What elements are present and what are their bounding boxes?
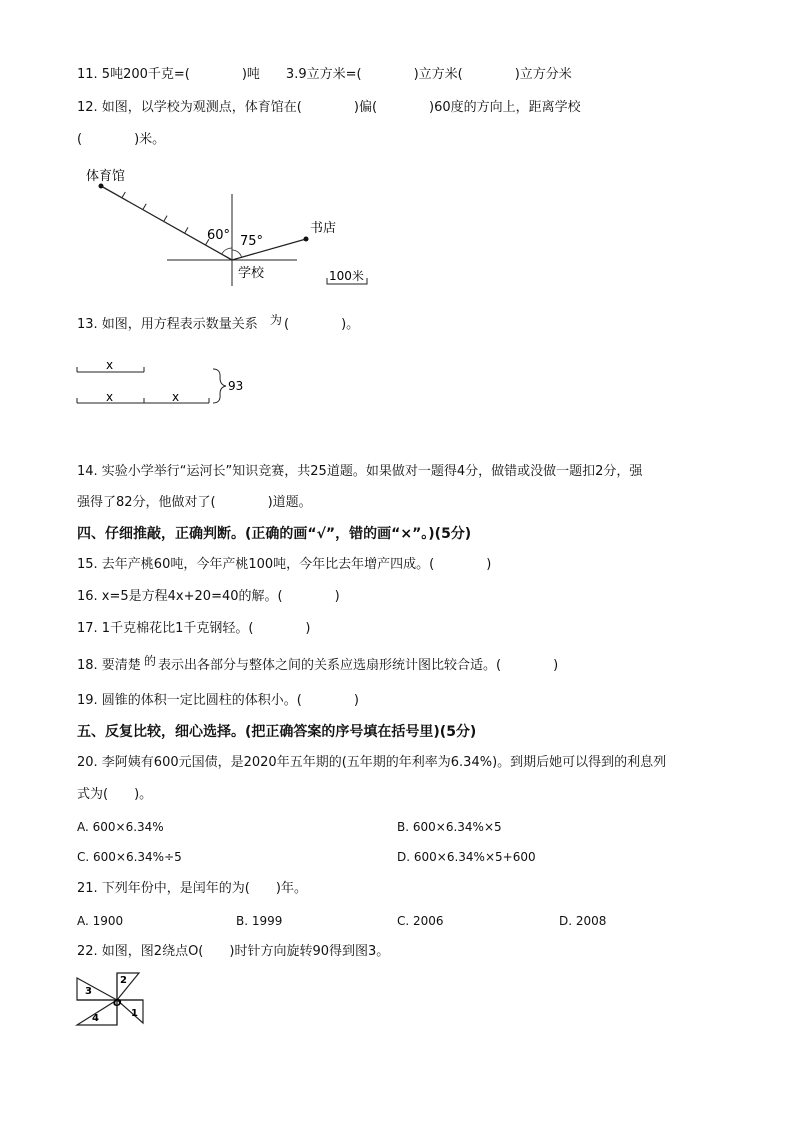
label-x-top: x	[106, 358, 114, 372]
question-12-line1: 12. 如图，以学校为观测点，体育馆在( )偏( )60度的方向上，距离学校	[77, 100, 581, 115]
q21-option-b[interactable]: B. 1999	[236, 914, 283, 928]
question-13-text: 13. 如图，用方程表示数量关系	[77, 317, 258, 332]
angle-75-label: 75°	[240, 234, 264, 249]
question-12-line2: ( )米。	[77, 132, 166, 147]
school-label: 学校	[238, 266, 265, 281]
question-13-blank: ( )。	[284, 317, 360, 332]
section-4-heading: 四、仔细推敲，正确判断。(正确的画“√”，错的画“×”。)(5分)	[77, 526, 472, 542]
question-14-line2: 强得了82分，他做对了( )道题。	[77, 495, 312, 510]
question-18-superscript: 的	[144, 654, 157, 668]
label-x-left: x	[106, 390, 114, 404]
triangle-4-label: 4	[92, 1013, 99, 1024]
q20-option-a[interactable]: A. 600×6.34%	[77, 820, 164, 834]
question-20-line2: 式为( )。	[77, 787, 153, 802]
triangle-3	[77, 978, 117, 1000]
question-11: 11. 5吨200千克=( )吨 3.9立方米=( )立方米( )立方分米	[77, 67, 572, 82]
q20-option-d[interactable]: D. 600×6.34%×5+600	[397, 850, 536, 864]
angle-60-label: 60°	[207, 228, 231, 243]
gym-label: 体育馆	[86, 169, 126, 184]
q21-option-d[interactable]: D. 2008	[559, 914, 607, 928]
question-13-superscript: 为	[270, 313, 283, 327]
triangle-3-label: 3	[85, 986, 92, 997]
bookstore-label: 书店	[310, 221, 337, 236]
label-x-right: x	[172, 390, 180, 404]
q21-option-a[interactable]: A. 1900	[77, 914, 124, 928]
question-21: 21. 下列年份中，是闰年的为( )年。	[77, 881, 307, 896]
point-o-label: O	[113, 998, 122, 1009]
question-22: 22. 如图，图2绕点O( )时针方向旋转90得到图3。	[77, 944, 390, 959]
question-16: 16. x=5是方程4x+20=40的解。( )	[77, 589, 340, 604]
q20-option-c[interactable]: C. 600×6.34%÷5	[77, 850, 182, 864]
q20-option-b[interactable]: B. 600×6.34%×5	[397, 820, 502, 834]
triangle-1-label: 1	[131, 1008, 138, 1019]
section-5-heading: 五、反复比较，细心选择。(把正确答案的序号填在括号里)(5分)	[77, 724, 477, 740]
scale-label: 100米	[329, 269, 364, 283]
question-14-line1: 14. 实验小学举行“运河长”知识竞赛，共25道题。如果做对一题得4分，做错或没做一题扣2分，强	[77, 464, 643, 479]
question-19: 19. 圆锥的体积一定比圆柱的体积小。( )	[77, 693, 359, 708]
question-15: 15. 去年产桃60吨，今年产桃100吨，今年比去年增产四成。( )	[77, 557, 492, 572]
question-17: 17. 1千克棉花比1千克钢轻。( )	[77, 621, 311, 636]
q21-option-c[interactable]: C. 2006	[397, 914, 444, 928]
triangle-2-label: 2	[120, 975, 127, 986]
question-18-end: 表示出各部分与整体之间的关系应选扇形统计图比较合适。( )	[158, 658, 559, 673]
label-total: 93	[228, 379, 244, 393]
question-18-start: 18. 要清楚	[77, 658, 141, 673]
question-20-line1: 20. 李阿姨有600元国债，是2020年五年期的(五年期的年利率为6.34%)。到期后她可以得到的利息列	[77, 755, 667, 770]
